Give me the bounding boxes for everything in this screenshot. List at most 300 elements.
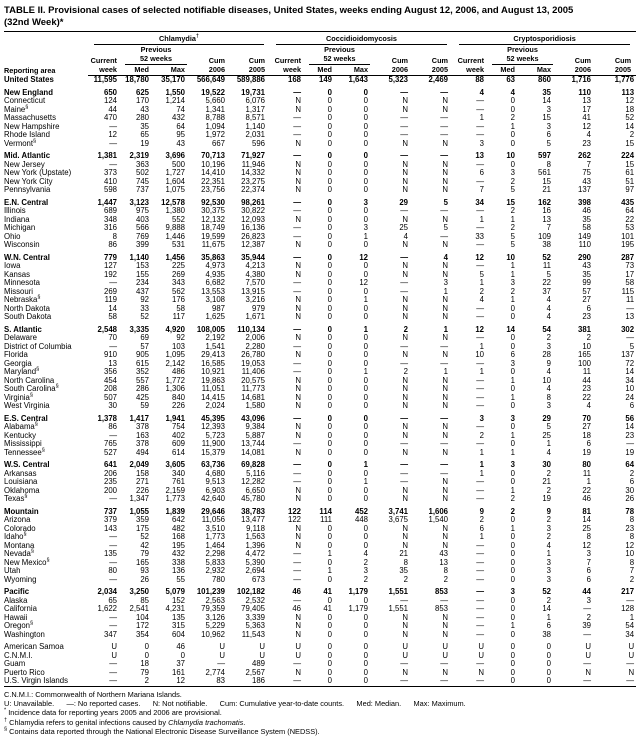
table-cell: 4,920	[165, 324, 185, 334]
table-cell: 290	[578, 252, 592, 262]
table-cell: 507	[103, 392, 117, 402]
table-cell: 98,261	[241, 197, 266, 207]
table-cell: 0	[363, 468, 369, 478]
table-title	[4, 5, 636, 28]
table-cell: 17	[582, 104, 592, 114]
row-label: Illinois	[4, 206, 26, 215]
row-label: Washington	[4, 629, 45, 639]
table-cell: 0	[363, 642, 369, 651]
table-cell: 52	[542, 587, 552, 596]
table-cell: 0	[327, 206, 333, 215]
table-cell: 7	[586, 557, 592, 567]
table-cell: 226	[135, 485, 149, 495]
max-label: Max	[337, 65, 373, 76]
table-cell: 12,578	[161, 197, 185, 207]
table-row	[4, 559, 636, 568]
table-cell: 1,625	[205, 312, 225, 321]
table-cell: 38	[542, 629, 552, 639]
table-cell: 72	[625, 358, 635, 368]
table-cell: N	[402, 384, 409, 393]
table-cell: 18	[625, 104, 635, 114]
table-cell: 53	[625, 223, 635, 232]
year-2005-label: 2005	[596, 65, 636, 76]
table-cell: N	[402, 176, 409, 186]
table-cell: —	[476, 659, 485, 668]
table-cell: —	[440, 130, 449, 139]
table-cell: 1	[363, 477, 369, 486]
table-cell: 43	[140, 104, 149, 114]
table-cell: 11	[582, 367, 592, 376]
table-cell: N	[295, 138, 302, 148]
table-cell: —	[109, 121, 117, 131]
table-cell: 70,713	[201, 151, 225, 160]
table-cell: 14,681	[241, 392, 266, 402]
row-label: Mid. Atlantic	[4, 151, 51, 160]
table-cell: 0	[327, 168, 333, 177]
table-cell: 0	[327, 460, 333, 469]
table-cell: 12,393	[201, 422, 225, 431]
table-cell: —	[293, 87, 302, 97]
table-cell: 26,823	[241, 231, 266, 241]
table-cell: 2	[403, 574, 409, 584]
table-cell: 0	[510, 604, 516, 613]
table-cell: 33	[140, 303, 149, 313]
table-cell: 0	[510, 341, 516, 351]
table-cell: —	[626, 303, 635, 313]
table-cell: N	[402, 422, 409, 431]
row-label: Nevada§	[4, 548, 34, 558]
table-cell: 11	[582, 468, 592, 478]
table-cell: 11,051	[201, 384, 225, 393]
table-cell: 1	[363, 295, 369, 304]
table-cell: 170	[135, 96, 149, 105]
table-cell: 0	[546, 642, 552, 651]
table-cell: —	[440, 358, 449, 368]
table-cell: N	[442, 303, 449, 313]
table-cell: —	[400, 659, 409, 668]
table-cell: 19	[542, 494, 552, 503]
row-label: E.N. Central	[4, 197, 49, 207]
table-cell: —	[476, 477, 485, 486]
table-cell: —	[109, 621, 117, 630]
table-cell: 0	[327, 214, 333, 224]
table-cell: 136	[171, 566, 185, 575]
table-cell: 3,510	[205, 523, 225, 533]
table-cell: U	[478, 650, 485, 660]
table-cell: N	[295, 430, 302, 440]
table-cell: 34	[625, 629, 635, 639]
table-cell: 0	[363, 341, 369, 351]
table-cell: 14	[542, 604, 552, 613]
table-cell: 689	[103, 206, 117, 215]
table-cell: 0	[510, 303, 516, 313]
table-cell: —	[440, 439, 449, 448]
table-cell: 4,213	[245, 261, 266, 270]
table-cell: 286	[135, 384, 149, 393]
table-row	[4, 123, 636, 132]
table-cell: 1,214	[165, 96, 185, 105]
table-cell: 168	[288, 75, 302, 84]
table-cell: 2	[546, 595, 552, 605]
table-cell: 12	[359, 252, 369, 262]
table-cell: 0	[510, 676, 516, 685]
table-cell: U	[219, 642, 225, 651]
table-cell: 92,530	[201, 197, 225, 207]
year-2005-label: 2005	[413, 65, 453, 76]
row-label: Rhode Island	[4, 130, 50, 139]
table-cell: 0	[510, 557, 516, 567]
table-cell: 0	[327, 197, 333, 207]
table-cell: 0	[327, 659, 333, 668]
table-cell: 9,384	[245, 422, 266, 431]
weeks52-label: 52 weeks	[122, 54, 190, 65]
table-cell: 12,093	[241, 214, 266, 224]
cum-label: Cum	[391, 56, 409, 65]
table-cell: 3,250	[129, 587, 149, 596]
table-cell: 11,946	[241, 159, 266, 169]
table-cell: 4	[546, 384, 552, 393]
table-cell: 18,780	[125, 75, 149, 84]
group-header-chlamydia: Chlamydia†	[88, 32, 270, 46]
table-cell: 30	[625, 485, 635, 495]
table-cell: 81	[582, 506, 592, 516]
table-cell: 9,118	[246, 523, 266, 533]
group-header-cryptosporidiosis: Cryptosporidiosis	[453, 32, 636, 46]
table-cell: N	[442, 430, 449, 440]
table-cell: —	[440, 206, 449, 215]
table-cell: 356	[103, 367, 117, 376]
table-row	[4, 525, 636, 534]
row-label: Alabama§	[4, 421, 38, 431]
table-cell: 12	[582, 121, 592, 131]
table-cell: 101,239	[196, 587, 225, 596]
table-cell: 88	[475, 75, 485, 84]
row-label: Puerto Rico	[4, 667, 45, 677]
row-label: Idaho§	[4, 531, 27, 541]
weeks-row	[4, 54, 636, 65]
table-row	[4, 233, 636, 242]
table-cell: 7	[586, 159, 592, 169]
table-cell: 4	[363, 549, 369, 558]
table-cell: 0	[510, 367, 516, 376]
table-cell: 161	[171, 667, 185, 677]
table-row	[4, 313, 636, 322]
footnote: § Contains data reported through the National Electronic Disease Surveillance System (NEDSS).	[4, 726, 320, 737]
table-cell: 1,772	[165, 375, 185, 385]
table-cell: 2,532	[245, 595, 266, 605]
table-cell: 6	[629, 477, 635, 486]
table-cell: 8	[403, 557, 409, 567]
table-cell: —	[293, 659, 302, 668]
table-cell: 1,317	[245, 104, 266, 114]
table-cell: 0	[546, 650, 552, 660]
table-cell: 0	[363, 540, 369, 550]
group-header-coccidioidomycosis: Coccidioidomycosis	[270, 32, 453, 46]
table-cell: 1,727	[165, 168, 185, 177]
table-cell: 3	[546, 121, 552, 131]
table-cell: —	[476, 104, 485, 114]
table-cell: 4	[546, 447, 552, 457]
table-cell: 4	[443, 252, 449, 262]
table-cell: 35,944	[241, 252, 266, 262]
table-cell: 11	[625, 295, 635, 304]
table-cell: 2,932	[205, 566, 225, 575]
table-cell: 65	[108, 595, 117, 605]
table-cell: 302	[621, 324, 635, 334]
table-cell: 45,395	[201, 413, 225, 423]
table-cell: N	[402, 523, 409, 533]
table-cell: 43	[582, 176, 592, 186]
table-cell: 122	[288, 506, 302, 516]
table-cell: 23,275	[241, 176, 266, 186]
table-cell: N	[295, 485, 302, 495]
table-cell: U	[295, 650, 302, 660]
table-cell: 0	[363, 422, 369, 431]
table-cell: 979	[252, 303, 266, 313]
row-label: Florida	[4, 350, 28, 359]
table-cell: 2	[510, 113, 516, 122]
table-cell: —	[400, 252, 409, 262]
table-cell: 2	[479, 286, 485, 296]
table-row	[4, 385, 636, 394]
table-cell: 1,622	[97, 604, 117, 613]
table-cell: 0	[327, 422, 333, 431]
table-cell: 1	[510, 295, 516, 304]
table-cell: 1	[479, 367, 485, 376]
table-cell: —	[476, 96, 485, 105]
row-label: Indiana	[4, 214, 30, 224]
table-cell: 8	[546, 159, 552, 169]
table-cell: 78	[625, 506, 635, 516]
table-cell: 287	[621, 252, 635, 262]
table-cell: 162	[538, 197, 552, 207]
table-cell: 2	[510, 206, 516, 215]
table-cell: 92	[140, 295, 149, 304]
row-label: Delaware	[4, 333, 37, 342]
table-cell: N	[402, 629, 409, 639]
table-cell: 432	[171, 549, 185, 558]
row-label: Vermont§	[4, 137, 37, 148]
table-cell: 25	[399, 223, 409, 232]
table-cell: 0	[363, 87, 369, 97]
table-cell: N	[442, 96, 449, 105]
table-cell: 761	[171, 477, 185, 486]
row-label: C.N.M.I.	[4, 650, 33, 660]
table-cell: 905	[135, 350, 149, 359]
table-cell: 10,962	[201, 629, 225, 639]
table-row	[4, 440, 636, 449]
table-cell: 359	[135, 515, 149, 524]
row-label: E.S. Central	[4, 413, 48, 423]
table-cell: 347	[103, 629, 117, 639]
table-cell: 2,774	[205, 667, 225, 677]
table-cell: 1,347	[129, 494, 149, 503]
table-cell: 15	[542, 113, 552, 122]
table-cell: 4,973	[205, 261, 225, 270]
row-label: Maine§	[4, 103, 29, 114]
table-cell: 29,413	[201, 350, 225, 359]
table-cell: 0	[363, 532, 369, 541]
table-cell: 2,319	[129, 151, 149, 160]
table-cell: 165	[578, 350, 592, 359]
table-cell: 71,927	[241, 151, 266, 160]
table-cell: 0	[510, 595, 516, 605]
table-cell: 19,053	[241, 358, 266, 368]
table-cell: 9	[546, 358, 552, 368]
table-cell: —	[400, 278, 409, 287]
table-cell: 99	[582, 278, 592, 287]
table-cell: 0	[327, 138, 333, 148]
table-cell: 1,941	[165, 413, 185, 423]
current-label: Current	[90, 56, 117, 65]
table-cell: 5	[443, 223, 449, 232]
table-cell: 5,390	[245, 557, 266, 567]
table-cell: 1	[479, 447, 485, 457]
table-row	[4, 186, 636, 195]
table-cell: 42,640	[201, 494, 225, 503]
table-cell: 0	[327, 494, 333, 503]
table-cell: N	[295, 168, 302, 177]
table-cell: 34	[475, 197, 485, 207]
table-cell: 124	[103, 96, 117, 105]
table-cell: 21	[542, 477, 552, 486]
table-cell: N	[442, 261, 449, 270]
table-cell: 6	[546, 621, 552, 630]
table-cell: 0	[363, 375, 369, 385]
table-cell: 2,280	[245, 341, 266, 351]
table-cell: 452	[355, 506, 369, 516]
row-label: Maryland§	[4, 366, 40, 376]
table-cell: 52	[625, 113, 635, 122]
table-cell: N	[442, 494, 449, 503]
table-cell: N	[402, 303, 409, 313]
table-cell: 1	[363, 460, 369, 469]
table-cell: 0	[510, 532, 516, 541]
table-cell: —	[293, 566, 302, 575]
table-cell: —	[476, 439, 485, 448]
table-cell: 75	[582, 168, 592, 177]
table-cell: 448	[355, 515, 369, 524]
table-cell: —	[440, 460, 449, 469]
table-cell: 33	[475, 231, 485, 241]
table-cell: N	[442, 612, 449, 622]
table-cell: 3	[510, 413, 516, 423]
table-cell: 0	[363, 312, 369, 321]
table-cell: 64	[625, 206, 635, 215]
table-cell: 0	[327, 367, 333, 376]
table-cell: 0	[327, 176, 333, 186]
table-cell: 12	[625, 540, 635, 550]
table-cell: —	[476, 130, 485, 139]
table-cell: —	[476, 401, 485, 410]
table-cell: —	[293, 468, 302, 478]
table-cell: 1	[510, 485, 516, 495]
table-row	[4, 131, 636, 140]
row-label: New England	[4, 87, 53, 97]
table-cell: 1,773	[205, 532, 225, 541]
table-cell: 14	[108, 303, 117, 313]
table-cell: 0	[363, 138, 369, 148]
table-cell: —	[476, 312, 485, 321]
table-cell: 79	[140, 549, 149, 558]
table-cell: 46	[292, 604, 302, 613]
table-cell: 30	[542, 460, 552, 469]
table-cell: —	[476, 494, 485, 503]
table-row	[4, 114, 636, 123]
table-cell: 3,696	[165, 151, 185, 160]
table-cell: U	[111, 642, 117, 651]
table-cell: N	[295, 269, 302, 279]
table-cell: 1	[510, 430, 516, 440]
table-cell: N	[295, 104, 302, 114]
table-cell: 12	[625, 96, 635, 105]
table-cell: 1	[510, 269, 516, 279]
table-cell: N	[295, 96, 302, 105]
table-cell: —	[476, 392, 485, 402]
table-cell: 5	[546, 138, 552, 148]
row-label: Wisconsin	[4, 240, 40, 249]
table-cell: —	[476, 223, 485, 232]
table-cell: 470	[103, 113, 117, 122]
table-cell: 19,599	[201, 231, 225, 241]
table-cell: 43	[439, 549, 449, 558]
table-cell: 1	[443, 367, 449, 376]
table-cell: —	[109, 667, 117, 677]
table-cell: 6	[586, 303, 592, 313]
table-cell: 4	[546, 540, 552, 550]
year-2006-label: 2006	[373, 65, 413, 76]
table-cell: 195	[621, 240, 635, 249]
table-cell: 5	[479, 269, 485, 279]
table-cell: N	[402, 621, 409, 630]
table-cell: 111	[320, 515, 333, 524]
table-cell: N	[295, 540, 302, 550]
table-cell: 1	[546, 612, 552, 622]
table-cell: N	[295, 392, 302, 402]
table-cell: 378	[135, 439, 149, 448]
table-cell: N	[442, 532, 449, 541]
table-cell: 12	[176, 676, 185, 685]
table-cell: 10	[506, 252, 516, 262]
table-cell: —	[293, 113, 302, 122]
table-cell: 6,682	[205, 278, 225, 287]
table-cell: —	[476, 121, 485, 131]
table-cell: —	[626, 676, 635, 685]
table-row	[4, 495, 636, 504]
table-cell: 0	[327, 650, 333, 660]
notifiable-diseases-table	[4, 31, 636, 687]
table-cell: 0	[327, 240, 333, 249]
table-cell: —	[293, 367, 302, 376]
table-cell: 0	[363, 130, 369, 139]
table-cell: 596	[252, 138, 266, 148]
table-cell: 21	[542, 185, 552, 194]
footnote: U: Unavailable. —: No reported cases. N: Not notifiable. Cum: Cumulative year-to-date counts. Med: Median. Max: Maximum.	[4, 698, 466, 708]
table-cell: 0	[363, 113, 369, 122]
table-cell: 1	[479, 278, 485, 287]
row-label: Arizona	[4, 515, 31, 524]
table-cell: —	[400, 595, 409, 605]
table-cell: 1,716	[571, 75, 592, 84]
table-cell: —	[476, 240, 485, 249]
row-label: Virginia§	[4, 391, 33, 402]
table-cell: —	[109, 574, 117, 584]
table-cell: —	[440, 87, 449, 97]
table-header	[4, 32, 636, 76]
table-cell: 21	[399, 549, 409, 558]
table-cell: —	[400, 460, 409, 469]
table-cell: —	[293, 557, 302, 567]
